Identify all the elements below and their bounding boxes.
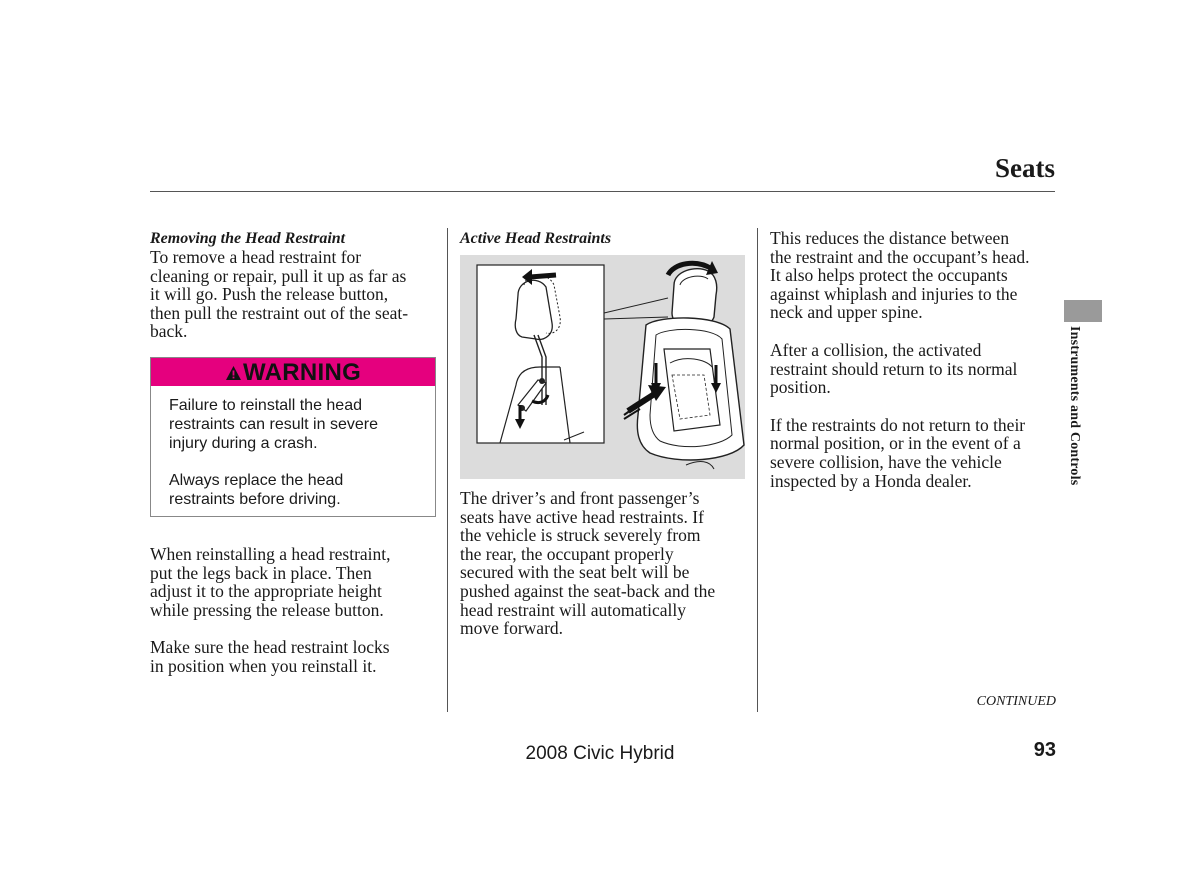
text-line: severe collision, have the vehicle [770, 451, 1002, 472]
head-restraint-diagram-icon [460, 255, 745, 479]
spacer [169, 453, 423, 471]
text-line: neck and upper spine. [770, 302, 923, 323]
warning-triangle-icon [225, 365, 242, 381]
spacer [770, 322, 1065, 341]
column-divider-right [757, 228, 758, 712]
text-line: cleaning or repair, pull it up as far as [150, 265, 407, 286]
text-line: If the restraints do not return to their [770, 414, 1026, 435]
text-line: it will go. Push the release button, [150, 284, 389, 305]
text-line: then pull the restraint out of the seat- [150, 302, 409, 323]
text-line: the restraint and the occupant’s head. [770, 246, 1030, 267]
text-line: When reinstalling a head restraint, [150, 544, 391, 564]
text-line: Make sure the head restraint locks [150, 637, 390, 658]
warning-line: Failure to reinstall the head [169, 397, 362, 414]
text-line: This reduces the distance between [770, 228, 1010, 248]
left-column [150, 229, 440, 341]
page-number: 93 [1033, 739, 1056, 761]
text-line: put the legs back in place. Then [150, 562, 372, 583]
reinstall-instructions [150, 545, 440, 676]
right-column [770, 229, 1065, 490]
text-line: It also helps protect the occupants [770, 265, 1008, 286]
text-line: secured with the seat belt will be [460, 562, 690, 583]
column-divider-left [447, 228, 448, 712]
text-line: while pressing the release button. [150, 599, 384, 620]
text-line: against whiplash and injuries to the [770, 283, 1018, 304]
warning-title-wrap [225, 359, 361, 386]
warning-box [150, 357, 436, 517]
active-restraints-description [460, 489, 750, 638]
text-line: in position when you reinstall it. [150, 655, 377, 676]
text-line: the rear, the occupant properly [460, 543, 674, 564]
text-line: head restraint will automatically [460, 599, 686, 620]
section-tab-label-wrap [1066, 326, 1086, 516]
section-title: Seats [995, 153, 1055, 183]
warning-line: restraints can result in severe [169, 416, 378, 433]
spacer [150, 619, 440, 638]
text-line: The driver’s and front passenger’s [460, 488, 700, 508]
section-tab-marker [1064, 300, 1102, 322]
spacer [770, 397, 1065, 416]
header-rule [150, 191, 1055, 192]
warning-header [151, 358, 435, 386]
section-tab-label: Instruments and Controls [1067, 326, 1082, 486]
continued-marker: CONTINUED [976, 694, 1056, 709]
text-line: adjust it to the appropriate height [150, 581, 382, 602]
text-line: inspected by a Honda dealer. [770, 470, 972, 491]
text-line: pushed against the seat-back and the [460, 580, 716, 601]
text-line: normal position, or in the event of a [770, 433, 1021, 454]
warning-line: Always replace the head [169, 472, 344, 489]
text-line: seats have active head restraints. If [460, 506, 704, 527]
removing-head-restraint-heading: Removing the Head Restraint [150, 230, 346, 247]
active-head-restraints-heading: Active Head Restraints [460, 230, 612, 247]
removal-instructions [150, 248, 440, 341]
text-line: restraint should return to its normal [770, 358, 1018, 379]
head-restraint-diagram [460, 255, 745, 479]
warning-line: restraints before driving. [169, 491, 341, 508]
warning-title: WARNING [242, 359, 362, 386]
text-line: the vehicle is struck severely from [460, 525, 701, 546]
text-line: move forward. [460, 618, 564, 639]
text-line: To remove a head restraint for [150, 247, 362, 267]
text-line: After a collision, the activated [770, 339, 982, 360]
book-title: 2008 Civic Hybrid [525, 743, 675, 764]
warning-line: injury during a crash. [169, 435, 318, 452]
text-line: back. [150, 321, 188, 342]
warning-text [151, 386, 435, 509]
middle-column [460, 229, 750, 248]
text-line: position. [770, 377, 831, 398]
